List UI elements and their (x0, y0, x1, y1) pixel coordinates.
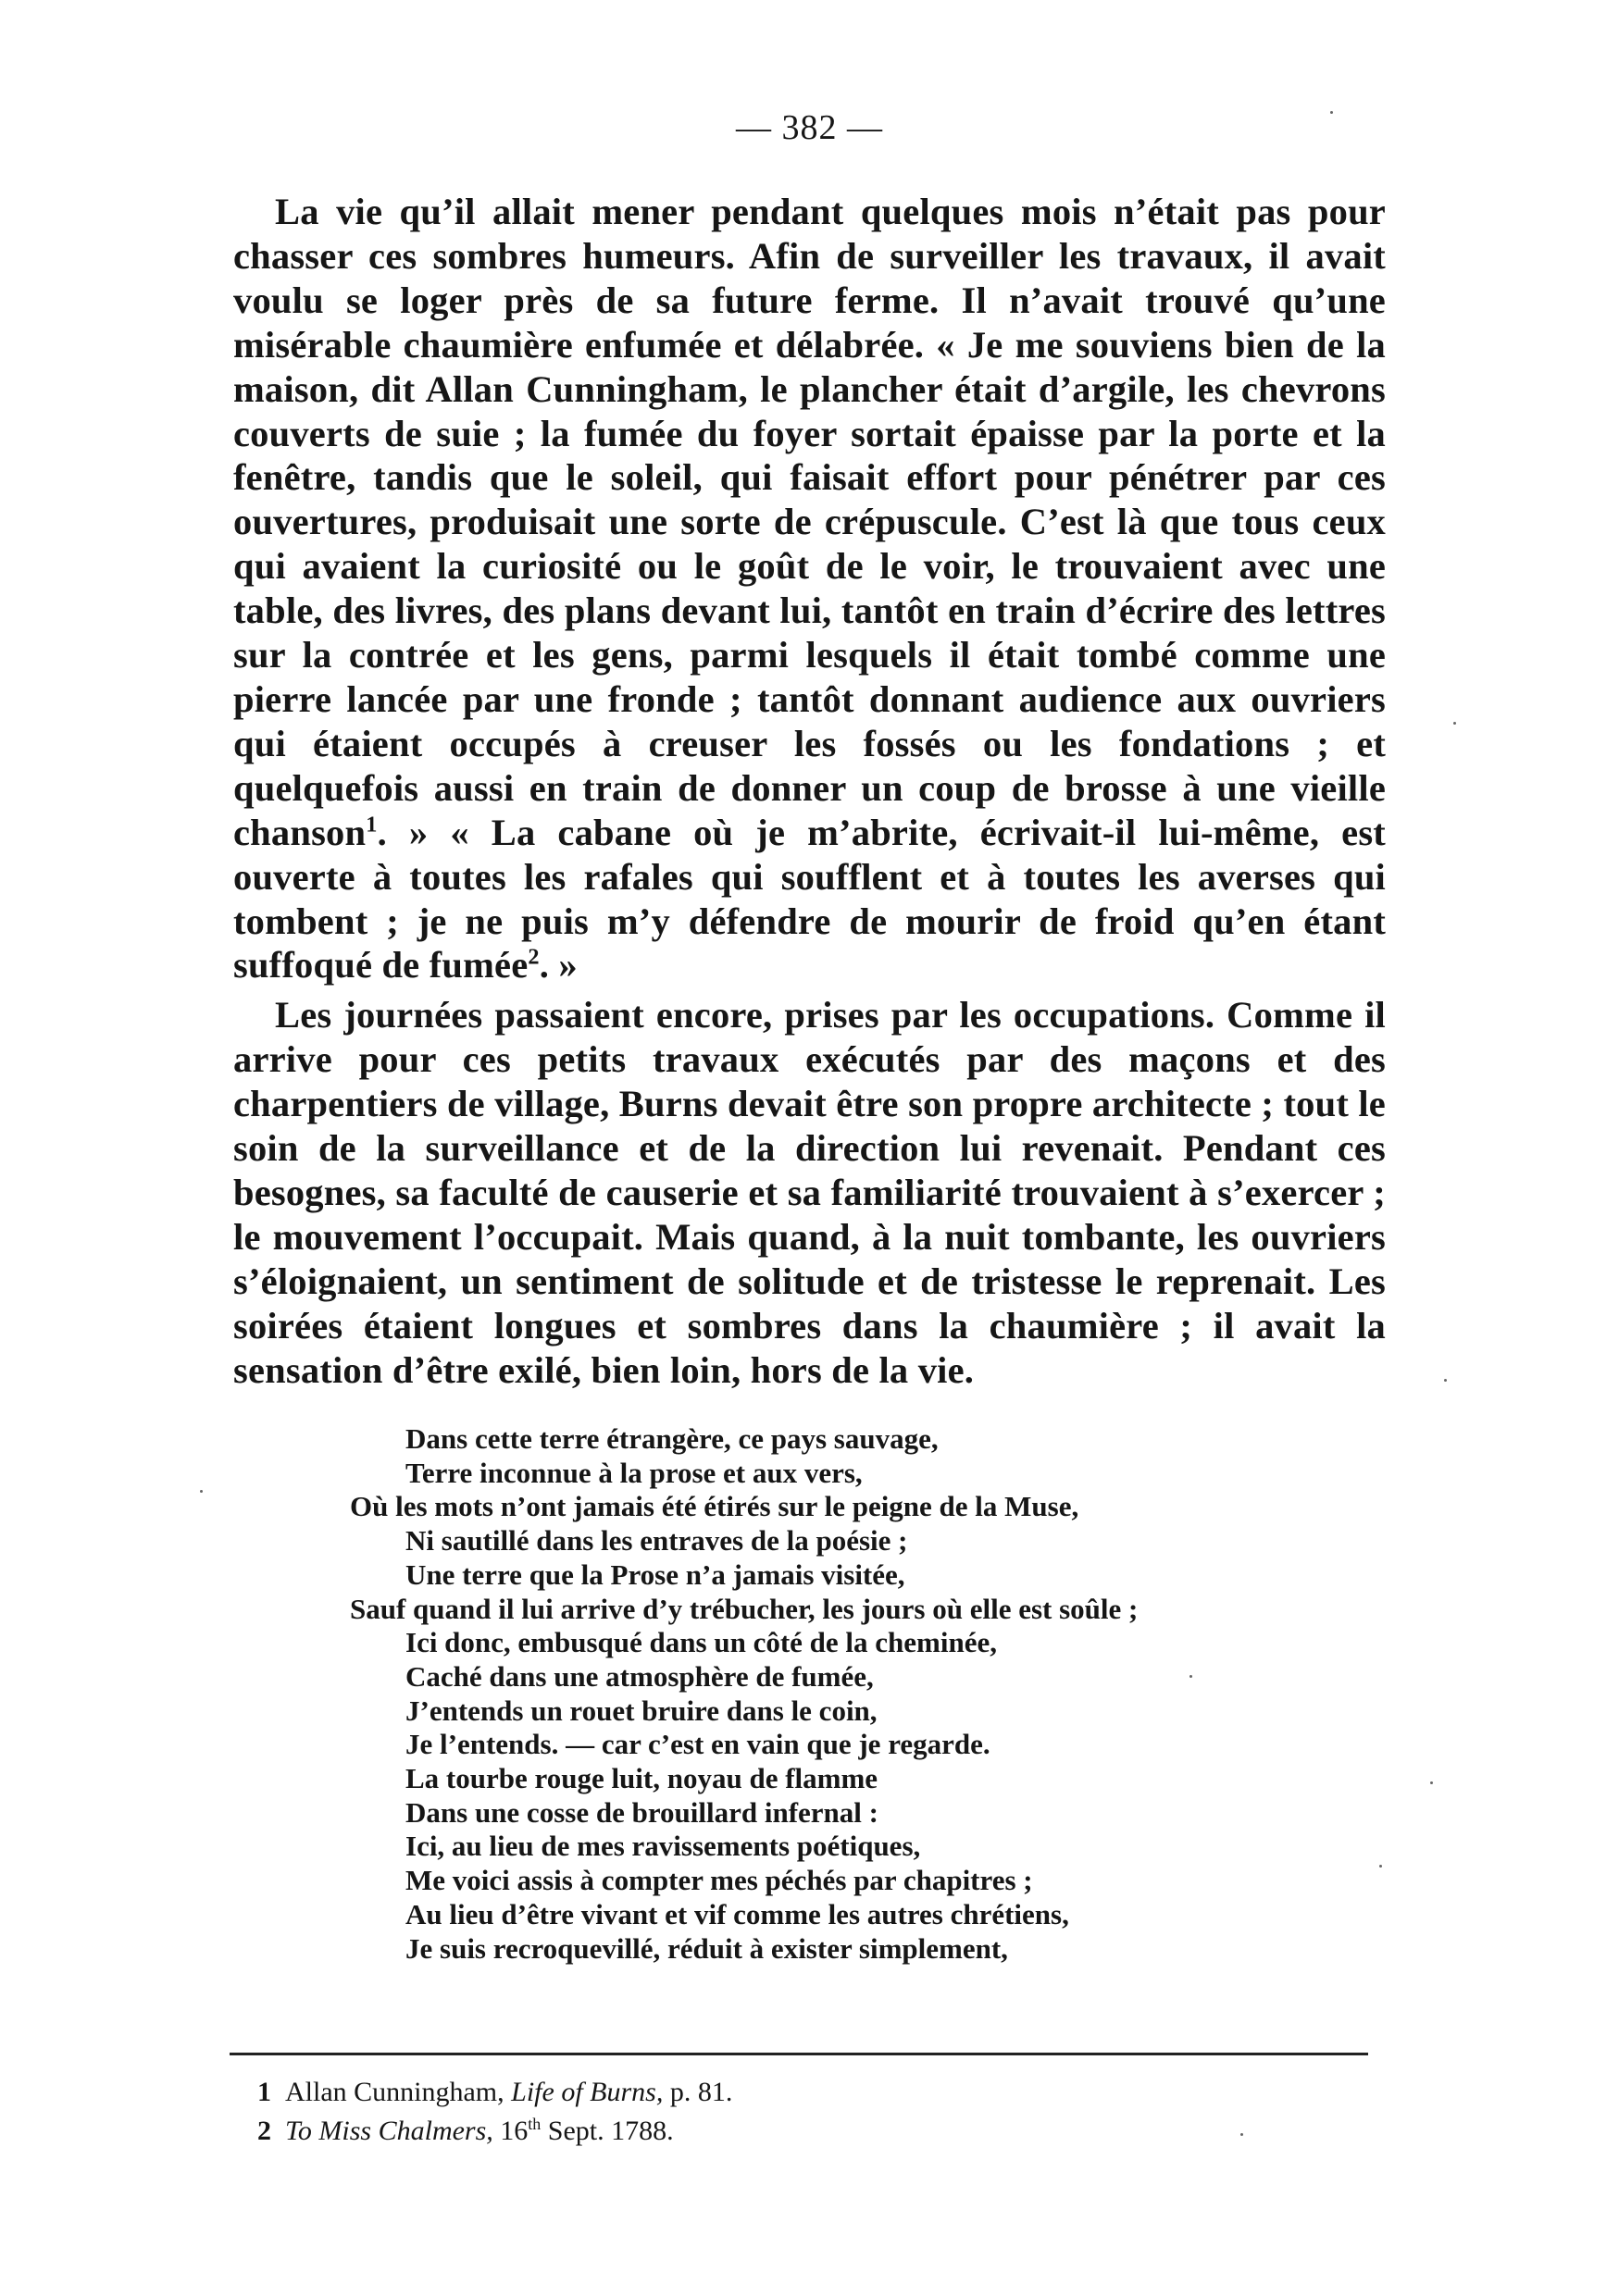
poem-line: La tourbe rouge luit, noyau de flamme (405, 1762, 878, 1795)
print-speck (1379, 1865, 1382, 1868)
poem-line: Je l’entends. — car c’est en vain que je regarde. (405, 1728, 990, 1761)
footnote-ref-2[interactable]: 2 (528, 944, 540, 970)
page-number: — 382 — (736, 108, 883, 147)
poem-line: Une terre que la Prose n’a jamais visitée, (405, 1558, 905, 1591)
poem-line: Dans une cosse de brouillard infernal : (405, 1795, 878, 1829)
footnote-ref-1[interactable]: 1 (366, 812, 378, 838)
print-speck (1430, 1781, 1433, 1784)
poem-line: Où les mots n’ont jamais été étirés sur le peigne de la Muse, (350, 1490, 1079, 1523)
body-text (233, 190, 1386, 1392)
poem-line: Dans cette terre étrangère, ce pays sauvage, (405, 1422, 939, 1455)
poem-line: Caché dans une atmosphère de fumée, (405, 1659, 874, 1693)
footnote-2: 2 To Miss Chalmers, 16th Sept. 1788. (257, 2112, 732, 2151)
print-speck (1453, 722, 1456, 725)
poem (350, 1422, 1138, 1966)
paragraph-1: La vie qu’il allait mener pendant quelques mois n’était pas pour chasser ces sombres humeurs. Afin de surveiller les travaux, il avait voulu se loger près de sa future ferme. Il n’avait trouvé qu’une misérable chaumière enfumée et délabrée. « Je me souviens bien de la maison, dit Allan Cunningham, le plancher était d’argile, les chevrons couverts de suie ; la fumée du foyer sortait épaisse par la porte et la fenêtre, tandis que le soleil, qui faisait effort pour pénétrer par ces ouvertures, produisait une sorte de crépuscule. C’est là que tous ceux qui avaient la curiosité ou le goût de le voir, le trouvaient avec une table, des livres, des plans devant lui, tantôt en train d’écrire des lettres sur la contrée et les gens, parmi lesquels il était tombé comme une pierre lancée par une fronde ; tantôt donnant audience aux ouvriers qui étaient occupés à creuser les fossés ou les fondations ; et quelquefois aussi en train de donner un coup de brosse à une vieille chanson$^1$. » « La cabane où je m’abrite, écrivait-il lui-même, est ouverte à toutes les rafales qui soufflent et à toutes les averses qui tombent ; je ne puis m’y défendre de mourir de froid qu’en étant suffoqué de fumée$^2$. » (233, 191, 1386, 987)
print-speck (1189, 1675, 1192, 1678)
footnote-1: 1 Allan Cunningham, Life of Burns, p. 81. (257, 2073, 732, 2112)
poem-line: J’entends un rouet bruire dans le coin, (405, 1694, 878, 1727)
poem-line: Ici, au lieu de mes ravissements poétiques, (405, 1830, 921, 1863)
poem-line: Sauf quand il lui arrive d’y trébucher, les jours où elle est soûle ; (350, 1592, 1139, 1625)
poem-line: Au lieu d’être vivant et vif comme les autres chrétiens, (405, 1897, 1069, 1930)
footnote-separator (230, 2053, 1368, 2055)
poem-line: Ni sautillé dans les entraves de la poésie ; (405, 1524, 908, 1558)
print-speck (1330, 111, 1333, 114)
poem-line: Terre inconnue à la prose et aux vers, (405, 1456, 863, 1489)
poem-line: Je suis recroquevillé, réduit à exister simplement, (405, 1931, 1008, 1965)
paragraph-2: Les journées passaient encore, prises par les occupations. Comme il arrive pour ces petits travaux exécutés par des maçons et des charpentiers de village, Burns devait être son propre architecte ; tout le soin de la surveillance et de la direction lui revenait. Pendant ces besognes, sa faculté de causerie et sa familiarité trouvaient à s’exercer ; le mouvement l’occupait. Mais quand, à la nuit tombante, les ouvriers s’éloignaient, un sentiment de solitude et de tristesse le reprenait. Les soirées étaient longues et sombres dans la chaumière ; il avait la sensation d’être exilé, bien loin, hors de la vie. (233, 994, 1386, 1391)
footnote-mark: 2 (257, 2116, 271, 2146)
print-speck (200, 1490, 203, 1493)
poem-line: Me voici assis à compter mes péchés par chapitres ; (405, 1864, 1033, 1897)
footnote-mark: 1 (257, 2077, 271, 2107)
footnotes (257, 2073, 732, 2151)
print-speck (1444, 1379, 1447, 1382)
print-speck (1240, 2133, 1243, 2136)
poem-line: Ici donc, embusqué dans un côté de la cheminée, (405, 1626, 997, 1659)
